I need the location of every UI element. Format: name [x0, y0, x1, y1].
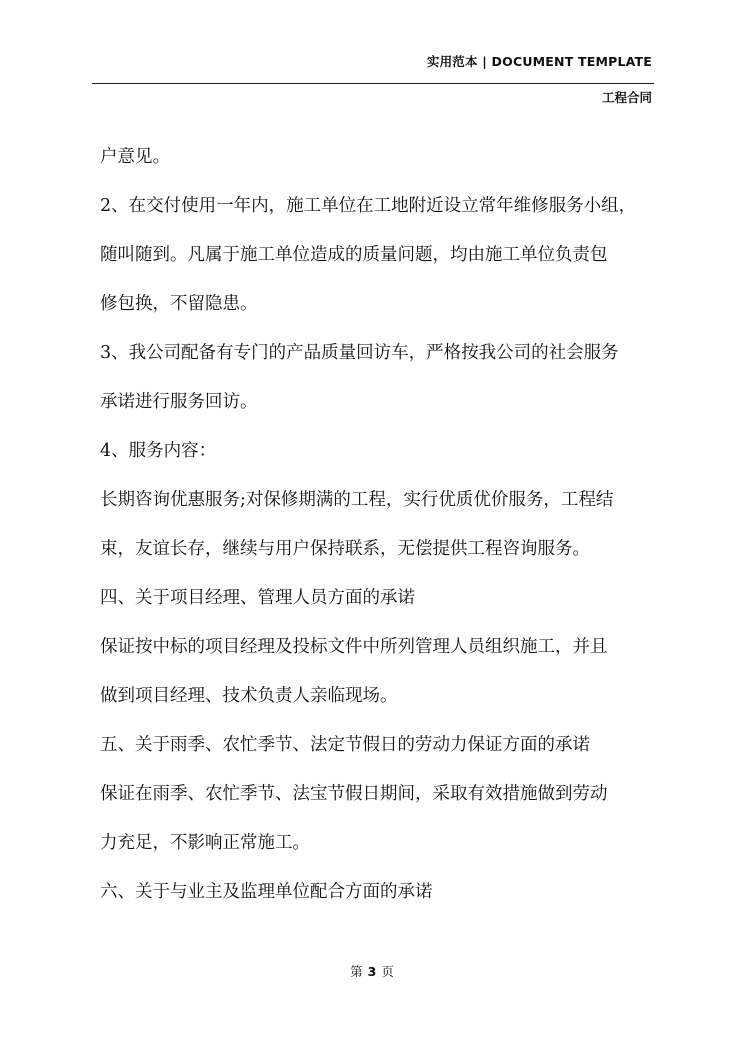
section-heading: 六、关于与业主及监理单位配合方面的承诺: [100, 882, 433, 902]
header-divider: [92, 83, 654, 84]
document-body: [100, 137, 660, 921]
page-footer: [0, 962, 744, 980]
section-heading: 五、关于雨季、农忙季节、法定节假日的劳动力保证方面的承诺: [100, 735, 590, 755]
body-line: 保证按中标的项目经理及投标文件中所列管理人员组织施工，并且: [100, 637, 608, 657]
page-prefix: 第: [350, 964, 363, 979]
body-line: 户意见。: [100, 147, 170, 167]
body-line: 2、在交付使用一年内，施工单位在工地附近设立常年维修服务小组，: [100, 196, 637, 216]
body-line: 3、我公司配备有专门的产品质量回访车，严格按我公司的社会服务: [100, 343, 619, 363]
page-number: 3: [367, 964, 377, 979]
body-line: 4、服务内容：: [100, 441, 217, 461]
body-line: 承诺进行服务回访。: [100, 392, 258, 412]
body-line: 力充足，不影响正常施工。: [100, 833, 310, 853]
body-line: 长期咨询优惠服务;对保修期满的工程，实行优质优价服务，工程结: [100, 490, 614, 510]
body-line: 随叫随到。凡属于施工单位造成的质量问题，均由施工单位负责包: [100, 245, 608, 265]
header-subtitle: 工程合同: [601, 90, 652, 105]
section-heading: 四、关于项目经理、管理人员方面的承诺: [100, 588, 415, 608]
page-suffix: 页: [381, 964, 394, 979]
body-line: 修包换，不留隐患。: [100, 294, 258, 314]
body-line: 束，友谊长存，继续与用户保持联系，无偿提供工程咨询服务。: [100, 539, 590, 559]
body-line: 做到项目经理、技术负责人亲临现场。: [100, 686, 398, 706]
body-line: 保证在雨季、农忙季节、法宝节假日期间，采取有效措施做到劳动: [100, 784, 608, 804]
header-title: 实用范本 | DOCUMENT TEMPLATE: [426, 54, 652, 69]
